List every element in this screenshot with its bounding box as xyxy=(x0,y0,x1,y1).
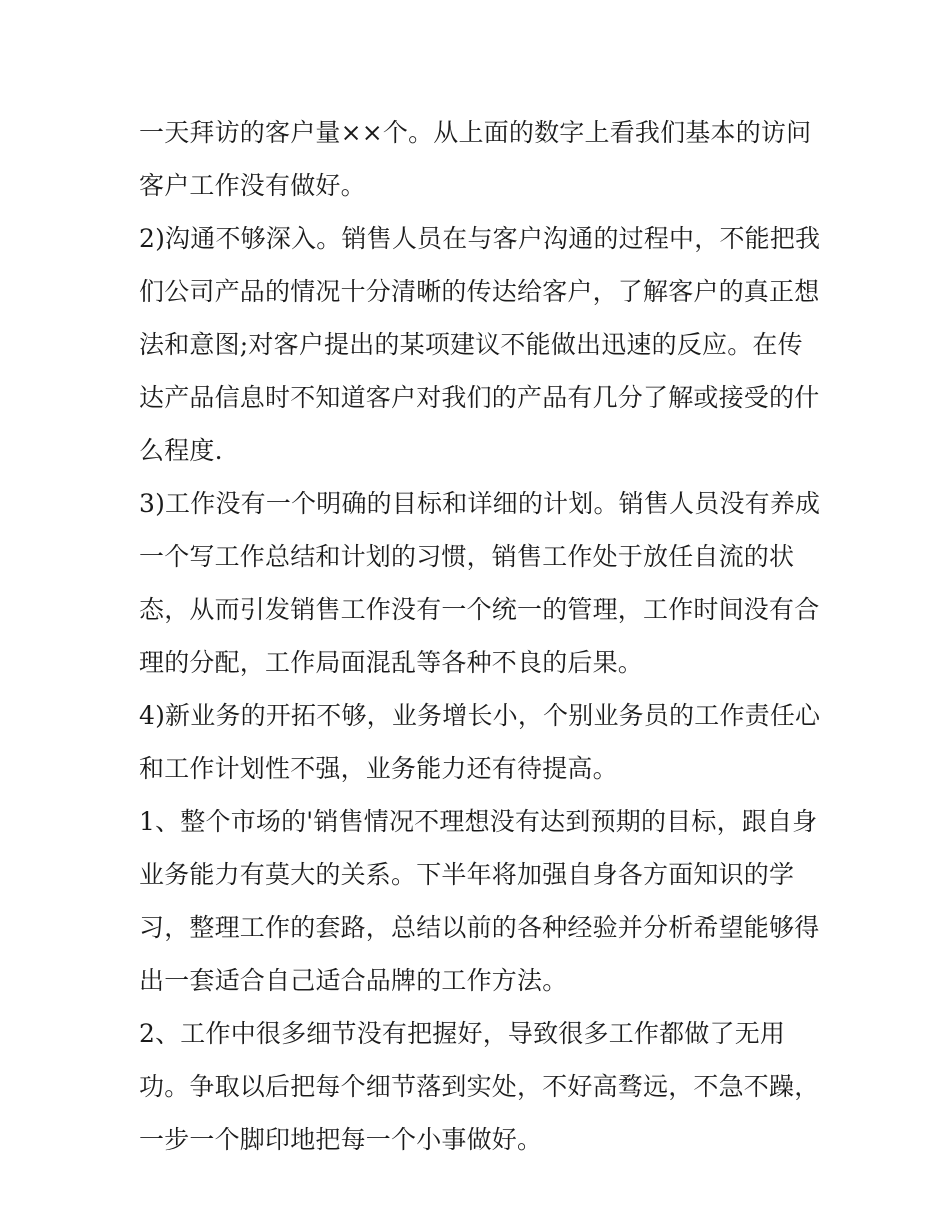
text-line: 一天拜访的客户量××个。从上面的数字上看我们基本的访问 xyxy=(139,118,812,147)
text-line: 3)工作没有一个明确的目标和详细的计划。销售人员没有养成 xyxy=(139,489,821,518)
text-line: 达产品信息时不知道客户对我们的产品有几分了解或接受的什 xyxy=(139,383,820,412)
text-line: 1、整个市场的'销售情况不理想没有达到预期的目标，跟自身 xyxy=(139,807,818,836)
text-line: 客户工作没有做好。 xyxy=(139,171,366,200)
text-line: 2、工作中很多细节没有把握好，导致很多工作都做了无用 xyxy=(139,1019,786,1048)
body-text xyxy=(139,106,819,1166)
text-line: 理的分配，工作局面混乱等各种不良的后果。 xyxy=(139,648,644,677)
text-line: 4)新业务的开拓不够，业务增长小，个别业务员的工作责任心 xyxy=(139,701,821,730)
text-line: 们公司产品的情况十分清晰的传达给客户，了解客户的真正想 xyxy=(139,277,820,306)
text-line: 一步一个脚印地把每一个小事做好。 xyxy=(139,1125,543,1154)
text-line: 习，整理工作的套路，总结以前的各种经验并分析希望能够得 xyxy=(139,913,820,942)
text-line: 法和意图;对客户提出的某项建议不能做出迅速的反应。在传 xyxy=(139,330,803,359)
text-line: 出一套适合自己适合品牌的工作方法。 xyxy=(139,966,568,995)
text-line: 么程度. xyxy=(139,436,223,465)
text-line: 功。争取以后把每个细节落到实处，不好高骛远，不急不躁， xyxy=(139,1072,820,1101)
text-line: 业务能力有莫大的关系。下半年将加强自身各方面知识的学 xyxy=(139,860,795,889)
text-line: 2)沟通不够深入。销售人员在与客户沟通的过程中，不能把我 xyxy=(139,224,821,253)
text-line: 态，从而引发销售工作没有一个统一的管理，工作时间没有合 xyxy=(139,595,820,624)
text-line: 和工作计划性不强，业务能力还有待提高。 xyxy=(139,754,618,783)
text-line: 一个写工作总结和计划的习惯，销售工作处于放任自流的状 xyxy=(139,542,795,571)
